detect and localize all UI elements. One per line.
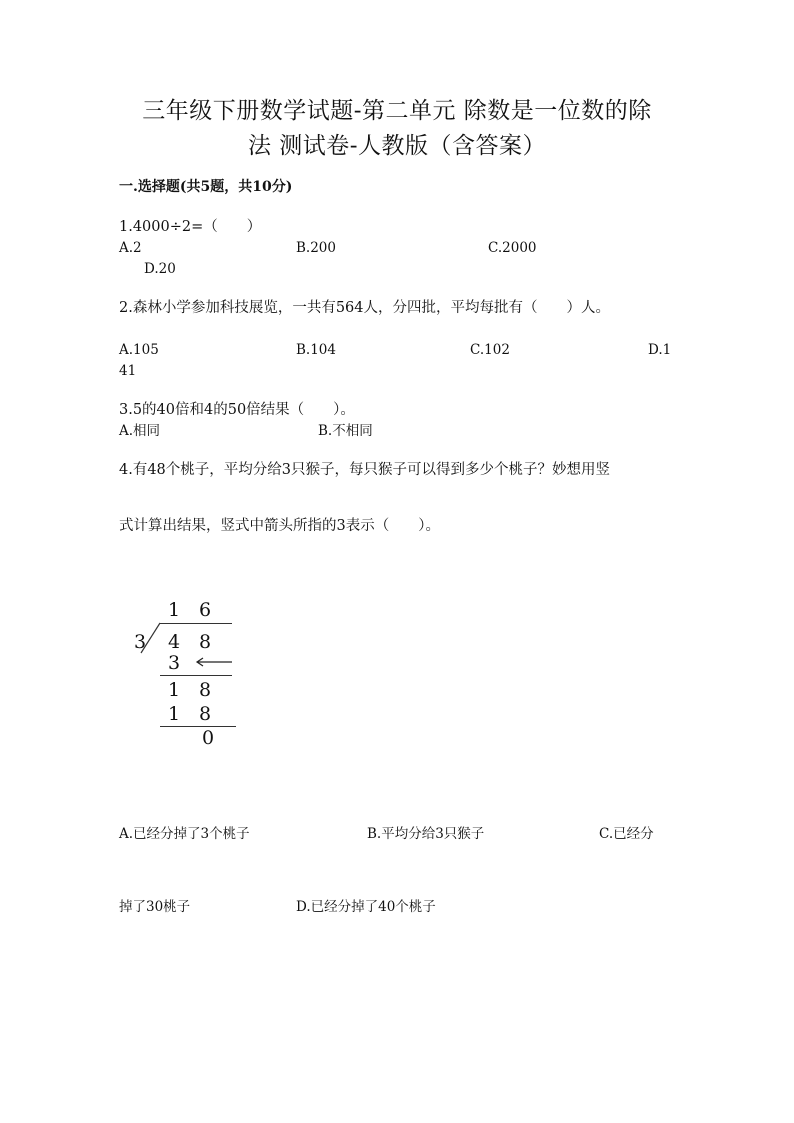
question-4-option-d: D.已经分掉了40个桃子: [296, 899, 436, 915]
arrow-left-icon: [194, 656, 234, 668]
question-1-stem: 1.4000÷2=（ ）: [119, 219, 262, 235]
question-2-option-a: A.105: [119, 342, 159, 358]
question-1-option-a: A.2: [119, 240, 142, 256]
second-product-ones-digit: 8: [199, 703, 212, 725]
first-product-digit: 3: [168, 652, 181, 674]
quotient-tens-digit: 1: [168, 599, 181, 621]
question-4-stem-line-2: 式计算出结果，竖式中箭头所指的3表示（ ）。: [119, 518, 440, 534]
question-2-option-b: B.104: [296, 342, 336, 358]
dividend-tens-digit: 4: [168, 631, 181, 653]
divisor-digit: 3: [134, 631, 147, 653]
title-line-2: 法 测试卷-人教版（含答案）: [247, 133, 547, 159]
dividend-ones-digit: 8: [199, 631, 212, 653]
remainder-ones-digit: 8: [199, 679, 212, 701]
question-2-option-d: D.1: [648, 342, 672, 358]
question-2-stem: 2.森林小学参加科技展览，一共有564人，分四批，平均每批有（ ）人。: [119, 300, 611, 316]
question-2-option-c: C.102: [470, 342, 510, 358]
title-line-1: 三年级下册数学试题-第二单元 除数是一位数的除: [142, 98, 652, 124]
question-2-option-d-wrap: 41: [119, 363, 137, 379]
section-heading: 一.选择题(共5题，共10分): [119, 179, 293, 195]
question-4-option-b: B.平均分给3只猴子: [367, 826, 485, 842]
question-4-option-a: A.已经分掉了3个桃子: [119, 826, 250, 842]
remainder-tens-digit: 1: [168, 679, 181, 701]
question-4-option-c-wrap: 掉了30桃子: [119, 899, 191, 915]
question-4-option-c: C.已经分: [599, 826, 654, 842]
division-bar: [160, 623, 232, 624]
quotient-ones-digit: 6: [199, 599, 212, 621]
second-product-tens-digit: 1: [168, 703, 181, 725]
question-1-option-d: D.20: [144, 261, 176, 277]
question-1-option-b: B.200: [296, 240, 336, 256]
question-3-stem: 3.5的40倍和4的50倍结果（ ）。: [119, 402, 355, 418]
subtraction-line-1: [160, 675, 232, 676]
question-3-option-a: A.相同: [119, 423, 161, 439]
subtraction-line-2: [160, 726, 236, 727]
question-3-option-b: B.不相同: [318, 423, 373, 439]
document-title: [110, 94, 684, 164]
question-1-option-c: C.2000: [488, 240, 537, 256]
question-4-stem-line-1: 4.有48个桃子，平均分给3只猴子，每只猴子可以得到多少个桃子？妙想用竖: [119, 462, 611, 478]
final-remainder-digit: 0: [202, 727, 215, 749]
